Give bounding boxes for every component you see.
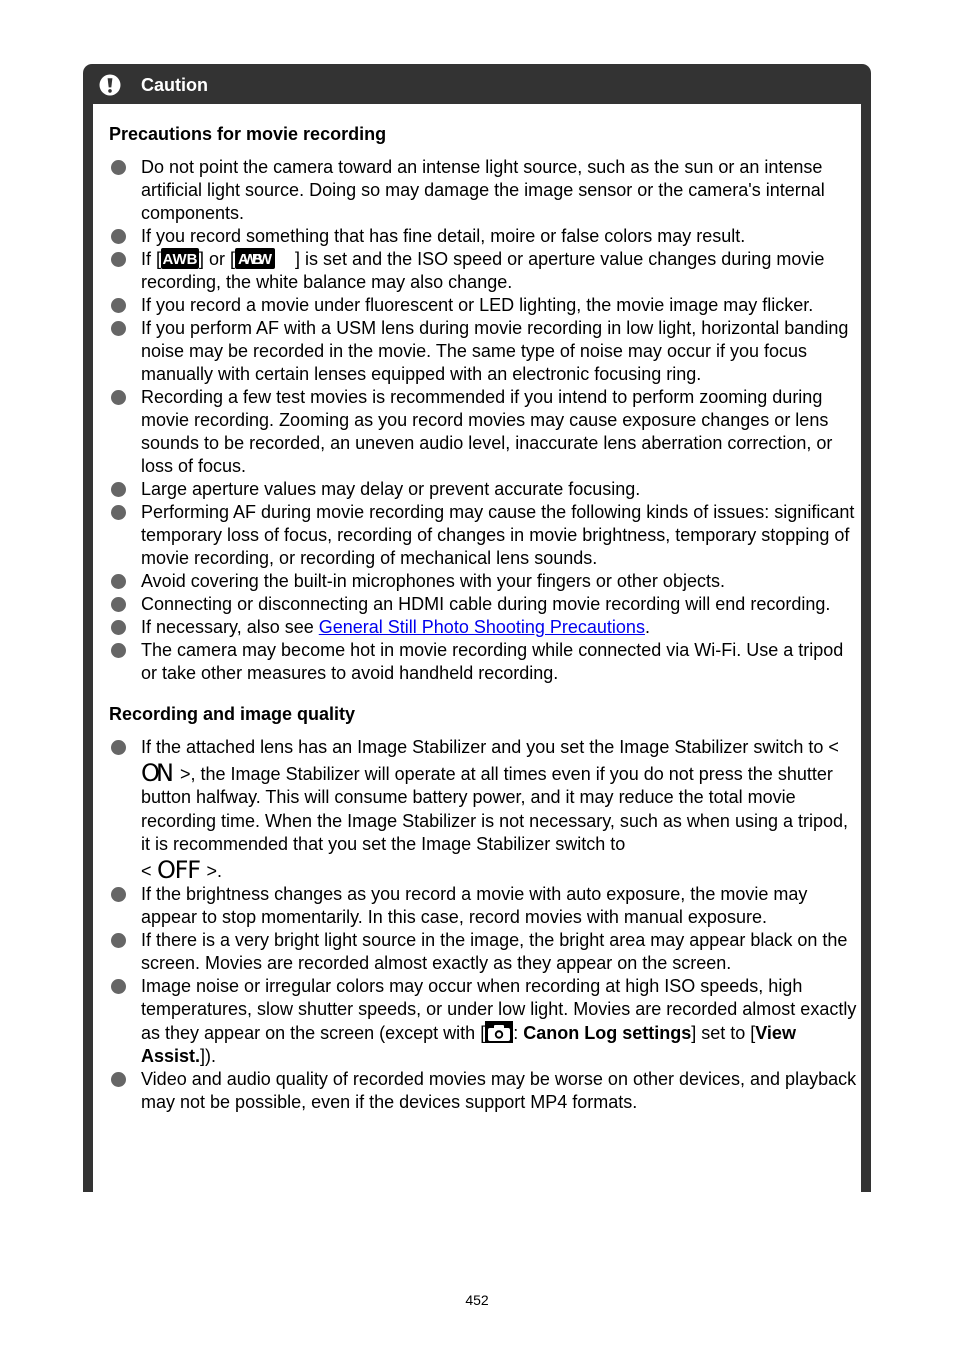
list-item: The camera may become hot in movie recording while connected via Wi-Fi. Use a tripod or take other measures to avoid handheld recording.: [109, 639, 859, 685]
list-item: Video and audio quality of recorded movies may be worse on other devices, and playback may not be possible, even if the devices support MP4 formats.: [109, 1068, 859, 1114]
list-item: Performing AF during movie recording may cause the following kinds of issues: significant temporary loss of focus, recording of changes in movie brightness, temporary stopping of movie recording, or recording of mechanical lens sounds.: [109, 501, 859, 570]
white-balance-auto-icon: [161, 248, 199, 269]
item-text: Image noise or irregular colors may occur when recording at high ISO speeds, high temperatures, slow shutter speeds, or under low light. Movies are recorded almost exactly as they appear on the screen (except with [: [141, 976, 857, 1043]
caution-exclamation-icon: [99, 74, 121, 96]
page-number: 452: [465, 1292, 489, 1308]
list-item: If you record something that has fine detail, moire or false colors may result.: [109, 225, 859, 248]
item-text: >.: [201, 860, 223, 881]
list-item: Recording a few test movies is recommended if you intend to perform zooming during movie recording. Zooming as you record movies may cause exposure changes or lens sounds to be recorded, an uneven audio level, inaccurate lens aberration correction, or loss of focus.: [109, 386, 859, 478]
list-item: If the brightness changes as you record a movie with auto exposure, the movie may appear to stop momentarily. In this case, record movies with manual exposure.: [109, 883, 859, 929]
white-balance-auto-white-icon: [235, 248, 295, 269]
item-text: If [: [141, 249, 162, 269]
list-item: If there is a very bright light source in the image, the bright area may appear black on the screen. Movies are recorded almost exactly as they appear on the screen.: [109, 929, 859, 975]
item-text: ] or [: [199, 249, 236, 269]
list-item: Do not point the camera toward an intense light source, such as the sun or an intense artificial light source. Doing so may damage the image sensor or the camera's internal components.: [109, 156, 859, 225]
list-item: Avoid covering the built-in microphones with your fingers or other objects.: [109, 570, 859, 593]
view-assist-label: View Assist.: [141, 1023, 796, 1066]
on-icon-text: ON: [141, 759, 174, 784]
movie-precautions-list: [109, 156, 859, 685]
list-item: Large aperture values may delay or prevent accurate focusing.: [109, 478, 859, 501]
item-text: ]).: [200, 1046, 217, 1066]
list-item: [109, 616, 859, 639]
caution-content: [109, 104, 859, 1114]
item-text: If the attached lens has an Image Stabilizer and you set the Image Stabilizer switch to <: [141, 737, 839, 757]
section-title-recording-quality: Recording and image quality: [109, 704, 356, 724]
switch-on-icon: [141, 760, 175, 784]
list-item: If you record a movie under fluorescent or LED lighting, the movie image may flicker.: [109, 294, 859, 317]
list-item: [109, 248, 859, 294]
item-text: <: [141, 860, 157, 881]
canon-log-settings-label: Canon Log settings: [523, 1023, 692, 1043]
awb-icon-text: AWB: [162, 251, 198, 268]
switch-off-icon: [157, 857, 202, 881]
caution-body: [93, 104, 861, 1192]
item-text: ] set to [: [691, 1023, 756, 1043]
item-text: >, the Image Stabilizer will operate at all times even if you do not press the shutter button halfway. This will consume battery power, and it may reduce the total movie recording time. When the Image Stabilizer is not necessary, such as when using a tripod, it is recommended that you set the Image Stabilizer switch to: [141, 763, 849, 854]
general-still-photo-precautions-link[interactable]: General Still Photo Shooting Precautions: [318, 617, 645, 637]
caution-header: [83, 64, 871, 104]
off-icon-text: OFF: [156, 856, 201, 881]
caution-title: Caution: [141, 75, 208, 95]
item-text: ] is set and the ISO speed or aperture value changes during movie recording, the white balance may also change.: [141, 249, 825, 292]
item-text: If necessary, also see: [141, 617, 319, 637]
item-text: :: [513, 1023, 524, 1043]
list-item: [109, 736, 859, 883]
caution-box: [83, 64, 871, 1192]
list-item: If you perform AF with a USM lens during movie recording in low light, horizontal banding noise may be recorded in the movie. The same type of noise may occur if you focus manually with certain lenses equipped with an electronic focusing ring.: [109, 317, 859, 386]
recording-quality-list: [109, 736, 859, 1114]
awbw-icon-text: AWBW: [238, 251, 273, 268]
section-title-movie-precautions: Precautions for movie recording: [109, 124, 387, 144]
list-item: Connecting or disconnecting an HDMI cable during movie recording will end recording.: [109, 593, 859, 616]
item-text: .: [644, 617, 650, 637]
camera-shooting-icon: [485, 1021, 513, 1043]
list-item: [109, 975, 859, 1068]
